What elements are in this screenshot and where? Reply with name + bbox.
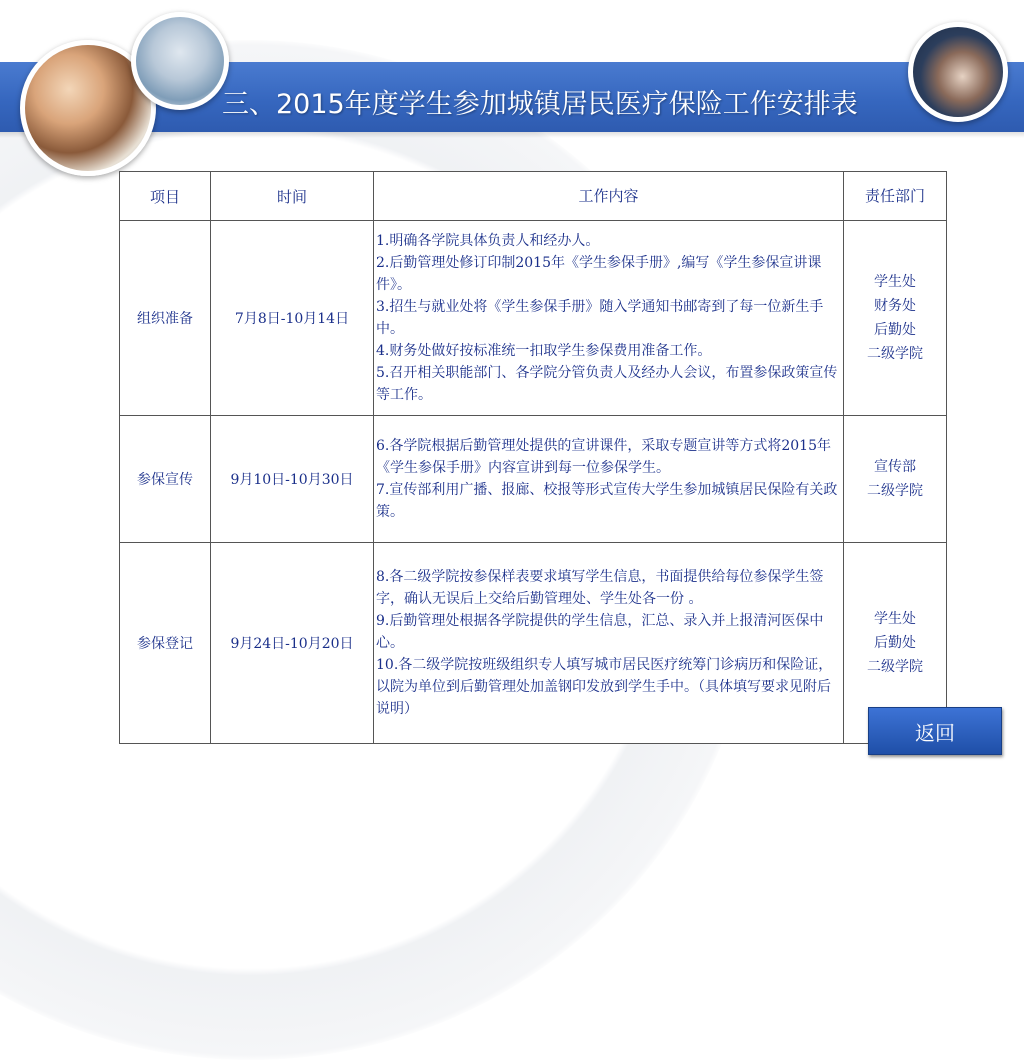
header-content: 工作内容 xyxy=(374,172,844,221)
content-line: 5.召开相关职能部门、各学院分管负责人及经办人会议，布置参保政策宣传等工作。 xyxy=(376,365,838,403)
title-bar-shadow xyxy=(0,132,1024,138)
content-line: 7.宣传部利用广播、报廊、校报等形式宣传大学生参加城镇居民保险有关政策。 xyxy=(376,482,838,520)
content-line: 10.各二级学院按班级组织专人填写城市居民医疗统筹门诊病历和保险证，以院为单位到后勤管理处加盖钢印发放到学生手中。（具体填写要求见附后说明） xyxy=(376,657,833,717)
content-line: 8.各二级学院按参保样表要求填写学生信息，书面提供给每位参保学生签字，确认无误后上交给后勤管理处、学生处各一份 。 xyxy=(376,569,824,607)
page-title: 三、2015年度学生参加城镇居民医疗保险工作安排表 xyxy=(222,89,858,120)
row-time: 7月8日-10月14日 xyxy=(211,221,374,416)
medical-photo-consultation xyxy=(908,22,1008,122)
dept-line: 宣传部 xyxy=(874,459,916,475)
dept-line: 学生处 xyxy=(874,611,916,627)
header-dept: 责任部门 xyxy=(844,172,947,221)
dept-line: 二级学院 xyxy=(867,659,923,675)
row-dept xyxy=(844,221,947,416)
dept-line: 后勤处 xyxy=(874,635,916,651)
content-line: 9.后勤管理处根据各学院提供的学生信息，汇总、录入并上报清河医保中心。 xyxy=(376,613,824,651)
row-content xyxy=(374,416,844,543)
row-item: 参保登记 xyxy=(120,543,211,744)
content-line: 1.明确各学院具体负责人和经办人。 xyxy=(376,233,600,249)
dept-line: 财务处 xyxy=(874,298,916,314)
row-dept xyxy=(844,416,947,543)
header-item: 项目 xyxy=(120,172,211,221)
back-button[interactable]: 返回 xyxy=(868,707,1002,755)
table-row xyxy=(120,416,947,543)
medical-photo-masked-doctor xyxy=(131,12,229,110)
table-row xyxy=(120,543,947,744)
content-line: 2.后勤管理处修订印制2015年《学生参保手册》,编写《学生参保宣讲课件》。 xyxy=(376,255,822,293)
schedule-table xyxy=(119,171,947,744)
header-time: 时间 xyxy=(211,172,374,221)
content-line: 3.招生与就业处将《学生参保手册》随入学通知书邮寄到了每一位新生手中。 xyxy=(376,299,824,337)
row-content xyxy=(374,221,844,416)
content-line: 6.各学院根据后勤管理处提供的宣讲课件，采取专题宣讲等方式将2015年《学生参保手册》内容宣讲到每一位参保学生。 xyxy=(376,438,831,476)
row-item: 组织准备 xyxy=(120,221,211,416)
dept-line: 学生处 xyxy=(874,274,916,290)
row-time: 9月10日-10月30日 xyxy=(211,416,374,543)
dept-line: 二级学院 xyxy=(867,483,923,499)
row-content xyxy=(374,543,844,744)
table-row xyxy=(120,221,947,416)
row-time: 9月24日-10月20日 xyxy=(211,543,374,744)
dept-line: 二级学院 xyxy=(867,346,923,362)
content-line: 4.财务处做好按标准统一扣取学生参保费用准备工作。 xyxy=(376,343,712,359)
row-item: 参保宣传 xyxy=(120,416,211,543)
dept-line: 后勤处 xyxy=(874,322,916,338)
table-header-row xyxy=(120,172,947,221)
